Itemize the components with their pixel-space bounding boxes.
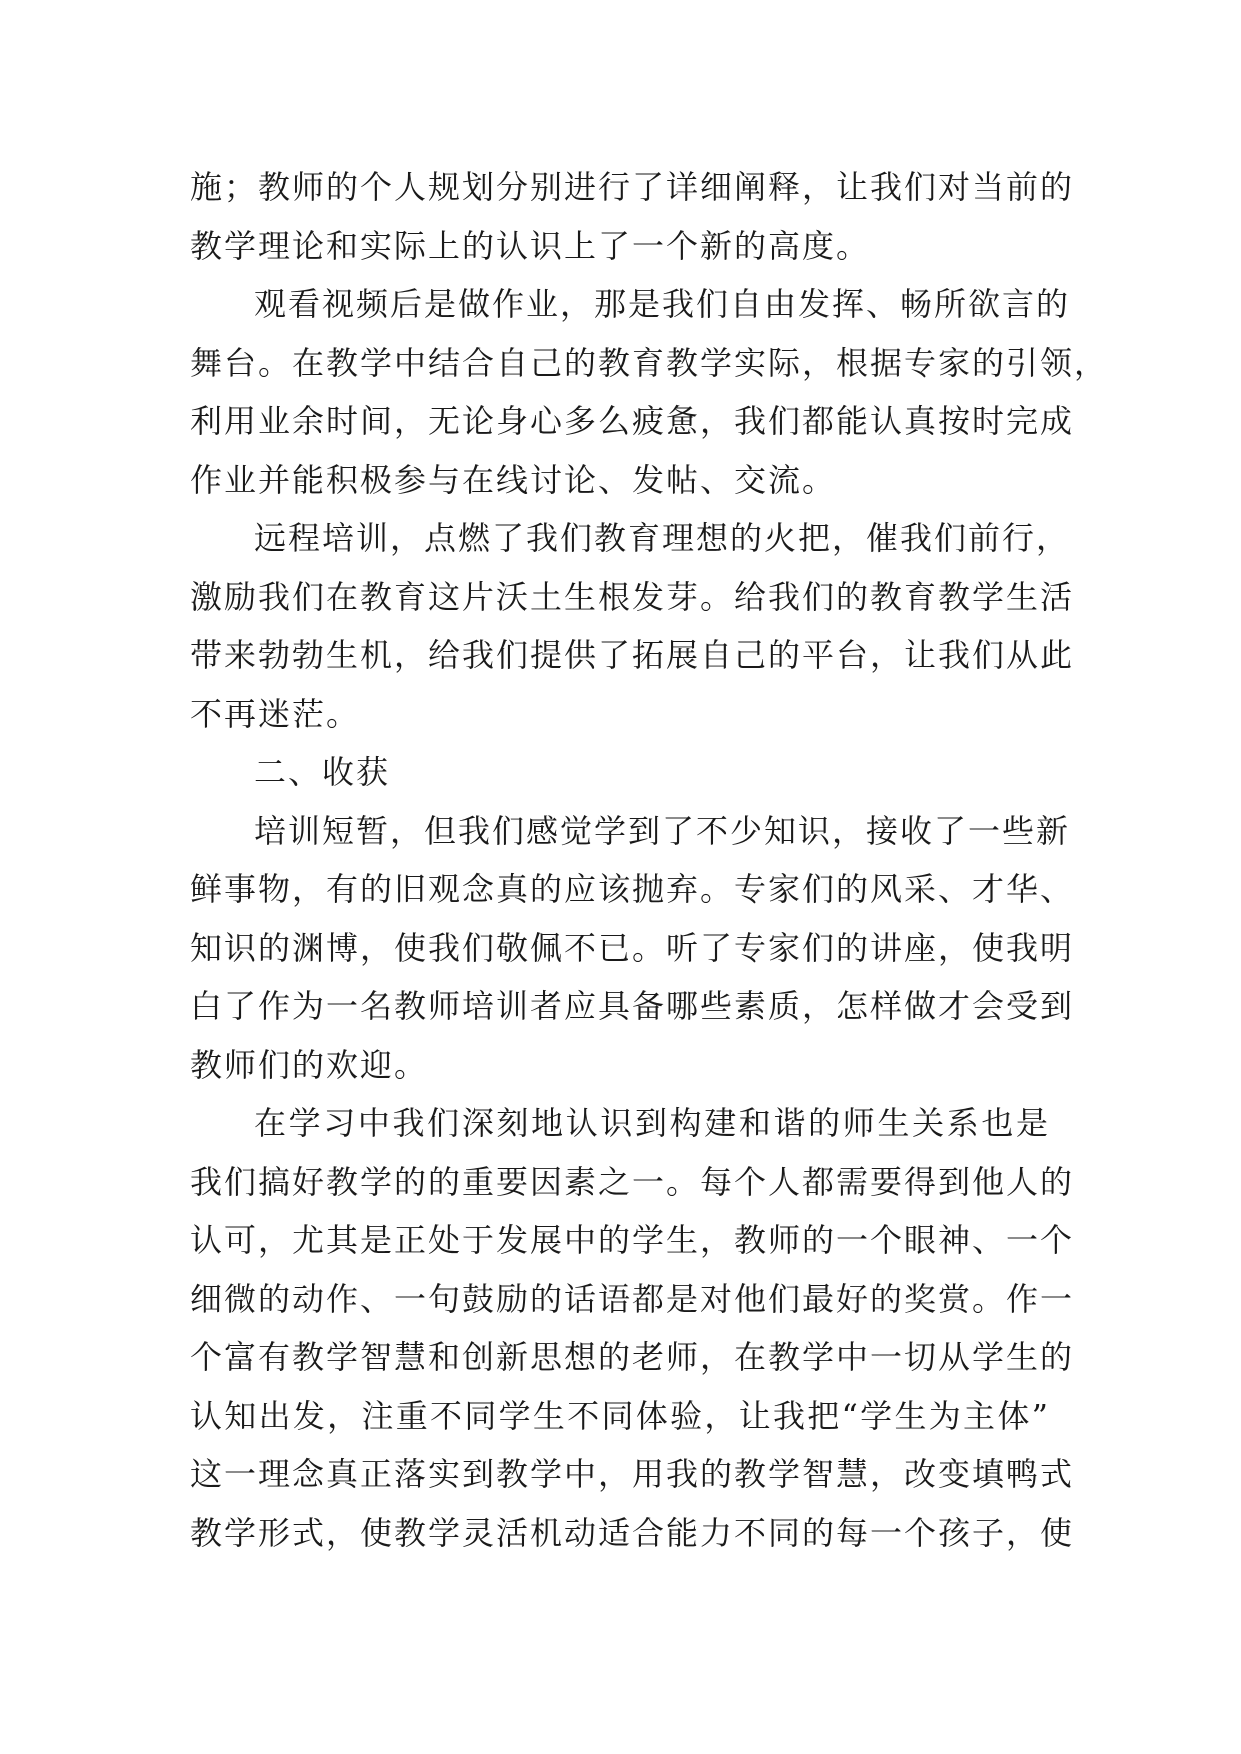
text-line: 知识的渊博，使我们敬佩不已。听了专家们的讲座，使我明 xyxy=(190,928,1075,967)
text-line: 我们搞好教学的的重要因素之一。每个人都需要得到他人的 xyxy=(190,1162,1075,1201)
text-line: 教师们的欢迎。 xyxy=(190,1045,429,1084)
text-line: 作业并能积极参与在线讨论、发帖、交流。 xyxy=(190,460,837,499)
text-line: 利用业余时间，无论身心多么疲惫，我们都能认真按时完成 xyxy=(190,402,1075,440)
text-line: 不再迷茫。 xyxy=(190,694,361,733)
text-line: 施；教师的个人规划分别进行了详细阐释，让我们对当前的 xyxy=(190,168,1075,206)
text-line: 激励我们在教育这片沃土生根发芽。给我们的教育教学生活 xyxy=(190,577,1075,616)
text-line: 细微的动作、一句鼓励的话语都是对他们最好的奖赏。作一 xyxy=(190,1279,1075,1318)
text-line: 教学形式，使教学灵活机动适合能力不同的每一个孩子，使 xyxy=(190,1513,1075,1552)
text-line: 培训短暂，但我们感觉学到了不少知识，接收了一些新 xyxy=(254,811,1071,850)
text-line: 在学习中我们深刻地认识到构建和谐的师生关系也是 xyxy=(254,1104,1050,1142)
text-line: 白了作为一名教师培训者应具备哪些素质，怎样做才会受到 xyxy=(190,987,1075,1025)
text-line: 这一理念真正落实到教学中，用我的教学智慧，改变填鸭式 xyxy=(190,1455,1075,1493)
text-line: 个富有教学智慧和创新思想的老师，在教学中一切从学生的 xyxy=(190,1338,1075,1376)
text-line: 带来勃勃生机，给我们提供了拓展自己的平台，让我们从此 xyxy=(190,636,1075,674)
text-line: 舞台。在教学中结合自己的教育教学实际，根据专家的引领， xyxy=(190,343,1109,382)
text-line: 观看视频后是做作业，那是我们自由发挥、畅所欲言的 xyxy=(254,285,1071,323)
text-line: 教学理论和实际上的认识上了一个新的高度。 xyxy=(190,226,871,265)
text-line: 鲜事物，有的旧观念真的应该抛弃。专家们的风采、才华、 xyxy=(190,870,1075,908)
section-heading: 二、收获 xyxy=(254,753,391,791)
text-line: 认可，尤其是正处于发展中的学生，教师的一个眼神、一个 xyxy=(190,1221,1075,1259)
document-body xyxy=(190,158,1109,1562)
text-line: 认知出发，注重不同学生不同体验，让我把“学生为主体” xyxy=(190,1396,1050,1435)
text-line: 远程培训，点燃了我们教育理想的火把，催我们前行， xyxy=(254,519,1071,557)
